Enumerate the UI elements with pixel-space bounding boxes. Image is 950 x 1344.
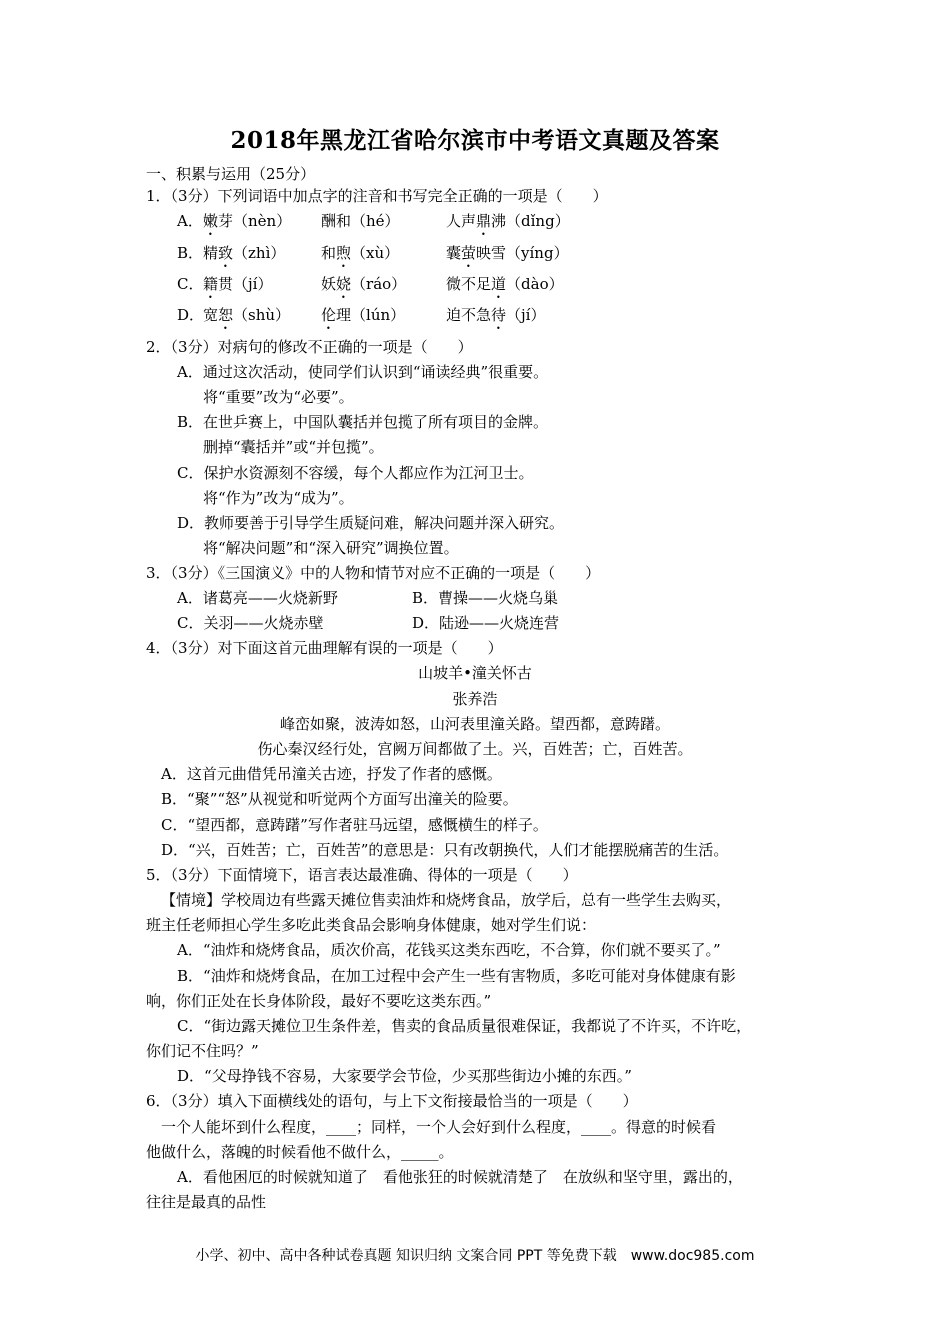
q4-option-a: A．这首元曲借凭吊潼关古迹，抒发了作者的感慨。 bbox=[161, 765, 502, 783]
q1-option-b-word1: 精致（zhì） bbox=[203, 244, 286, 262]
q6-passage-1: 一个人能坏到什么程度，____；同样，一个人会好到什么程度，____。得意的时候看 bbox=[161, 1118, 717, 1136]
q5-option-b-1: B．“油炸和烧烤食品，在加工过程中会产生一些有害物质，多吃可能对身体健康有影 bbox=[177, 967, 736, 985]
q5-option-c-1: C．“街边露天摊位卫生条件差，售卖的食品质量很难保证，我都说了不许买，不许吃， bbox=[177, 1017, 752, 1035]
q1-option-c-word2: 妖娆（ráo） bbox=[321, 275, 407, 293]
q2-option-b: B．在世乒赛上，中国队囊括并包揽了所有项目的金牌。 bbox=[177, 413, 549, 431]
q1-option-d-word1: 宽恕（shù） bbox=[203, 306, 291, 324]
document-title: 2018年黑龙江省哈尔滨市中考语文真题及答案 bbox=[230, 127, 720, 154]
q6-option-a-1: A．看他困厄的时候就知道了 看他张狂的时候就清楚了 在放纵和坚守里，露出的， bbox=[177, 1168, 743, 1186]
q2-option-c: C．保护水资源刻不容缓，每个人都应作为江河卫士。 bbox=[177, 464, 534, 482]
q1-option-a-label: A． bbox=[177, 212, 203, 230]
q5-context-2: 班主任老师担心学生多吃此类食品会影响身体健康，她对学生们说： bbox=[146, 916, 597, 934]
q2-option-a: A．通过这次活动，使同学们认识到“诵读经典”很重要。 bbox=[177, 363, 549, 381]
q1-stem: 1．（3分）下列词语中加点字的注音和书写完全正确的一项是（ ） bbox=[146, 187, 608, 205]
q4-option-c: C．“望西都，意踌躇”写作者驻马远望，感慨横生的样子。 bbox=[161, 816, 548, 834]
q4-option-d: D．“兴，百姓苦；亡，百姓苦”的意思是：只有改朝换代，人们才能摆脱痛苦的生活。 bbox=[161, 841, 729, 859]
q1-option-d-label: D． bbox=[177, 306, 205, 324]
q5-option-b-2: 响，你们正处在长身体阶段，最好不要吃这类东西。” bbox=[146, 992, 492, 1010]
q1-option-a-word2: 酬和（hé） bbox=[321, 212, 400, 230]
poem-title: 山坡羊•潼关怀古 bbox=[418, 664, 532, 682]
q2-option-d: D．教师要善于引导学生质疑问难，解决问题并深入研究。 bbox=[177, 514, 565, 532]
q1-option-a-word1: 嫩芽（nèn） bbox=[203, 212, 292, 230]
q1-option-b-word3: 囊萤映雪（yíng） bbox=[446, 244, 569, 262]
q3-option-b: B．曹操——火烧乌巢 bbox=[412, 589, 559, 607]
poem-verse-2: 伤心秦汉经行处，宫阙万间都做了土。兴，百姓苦；亡，百姓苦。 bbox=[257, 740, 693, 758]
q1-option-d-word2: 伦理（lún） bbox=[321, 306, 406, 324]
q1-option-a-word3: 人声鼎沸（dǐng） bbox=[446, 212, 570, 230]
q5-option-a: A．“油炸和烧烤食品，质次价高，花钱买这类东西吃，不合算，你们就不要买了。” bbox=[177, 941, 721, 959]
q1-option-d-word3: 迫不急待（jí） bbox=[446, 306, 546, 324]
q2-option-c-fix: 将“作为”改为“成为”。 bbox=[203, 489, 354, 507]
q1-option-c-word1: 籍贯（jí） bbox=[203, 275, 273, 293]
poem-author: 张养浩 bbox=[452, 690, 498, 708]
q3-option-a: A．诸葛亮——火烧新野 bbox=[177, 589, 338, 607]
q4-stem: 4．（3分）对下面这首元曲理解有误的一项是（ ） bbox=[146, 639, 503, 657]
q6-option-a-2: 往往是最真的品性 bbox=[146, 1193, 267, 1211]
q3-option-c: C．关羽——火烧赤壁 bbox=[177, 614, 324, 632]
q2-option-a-fix: 将“重要”改为“必要”。 bbox=[203, 388, 354, 406]
q1-option-b-word2: 和煦（xù） bbox=[321, 244, 400, 262]
q3-option-d: D．陆逊——火烧连营 bbox=[412, 614, 560, 632]
page-footer: 小学、初中、高中各种试卷真题 知识归纳 文案合同 PPT 等免费下载 www.doc985.com bbox=[195, 1248, 755, 1264]
q1-option-c-label: C． bbox=[177, 275, 204, 293]
q1-option-b-label: B． bbox=[177, 244, 204, 262]
q4-option-b: B．“聚”“怒”从视觉和听觉两个方面写出潼关的险要。 bbox=[161, 790, 518, 808]
q5-option-c-2: 你们记不住吗？” bbox=[146, 1042, 259, 1060]
q5-context-1: 【情境】学校周边有些露天摊位售卖油炸和烧烤食品，放学后，总有一些学生去购买， bbox=[161, 891, 732, 909]
q2-option-d-fix: 将“解决问题”和“深入研究”调换位置。 bbox=[203, 539, 459, 557]
q1-option-c-word3: 微不足道（dào） bbox=[446, 275, 564, 293]
poem-verse-1: 峰峦如聚，波涛如怒，山河表里潼关路。望西都，意踌躇。 bbox=[279, 715, 670, 733]
q2-stem: 2．（3分）对病句的修改不正确的一项是（ ） bbox=[146, 338, 473, 356]
q3-stem: 3．（3分）《三国演义》中的人物和情节对应不正确的一项是（ ） bbox=[146, 564, 601, 582]
q6-stem: 6．（3分）填入下面横线处的语句，与上下文衔接最恰当的一项是（ ） bbox=[146, 1092, 638, 1110]
section-heading: 一、积累与运用（25分） bbox=[146, 165, 316, 183]
q2-option-b-fix: 删掉“囊括并”或“并包揽”。 bbox=[203, 438, 384, 456]
q6-passage-2: 他做什么，落魄的时候看他不做什么，_____。 bbox=[146, 1143, 454, 1161]
q5-option-d: D．“父母挣钱不容易，大家要学会节俭，少买那些街边小摊的东西。” bbox=[177, 1067, 632, 1085]
q5-stem: 5．（3分）下面情境下，语言表达最准确、得体的一项是（ ） bbox=[146, 866, 578, 884]
